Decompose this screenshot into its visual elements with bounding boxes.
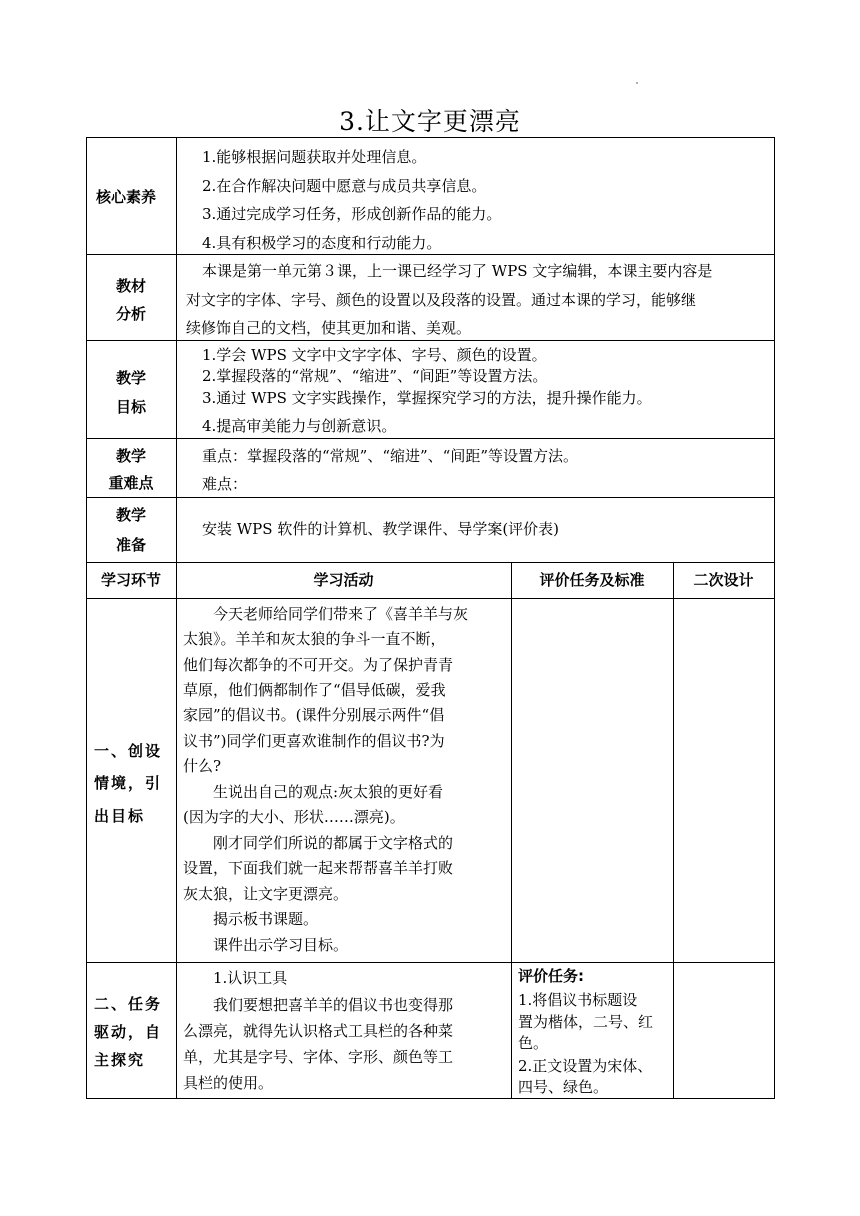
evaluation-task-title: 评价任务:	[518, 967, 584, 985]
activity-line: 生说出自己的观点:灰太狼的更好看	[213, 783, 444, 801]
activity-line: 么漂亮，就得先认识格式工具栏的各种菜	[183, 1022, 454, 1040]
table-border-top	[86, 137, 775, 138]
activity-line: 议书”)同学们更喜欢谁制作的倡议书?为	[183, 732, 445, 750]
stage-label: 情境，引	[94, 774, 163, 792]
row-label-teaching-goals: 目标	[115, 398, 146, 416]
row-label-key-points: 重难点	[108, 474, 154, 492]
difficult-point-text: 难点：	[202, 475, 248, 493]
activity-line: 我们要想把喜羊羊的倡议书也变得那	[213, 996, 454, 1014]
activity-line: 具栏的使用。	[183, 1074, 274, 1092]
activity-line: 设置，下面我们就一起来帮帮喜羊羊打败	[183, 859, 454, 877]
teaching-goal-item: 4.提高审美能力与创新意识。	[202, 417, 397, 435]
row-divider	[86, 562, 775, 563]
core-literacy-item: 2.在合作解决问题中愿意与成员共享信息。	[202, 177, 487, 195]
stage-label: 一、创设	[94, 742, 163, 760]
activity-line: 1.认识工具	[213, 969, 288, 987]
row-label-key-points: 教学	[115, 447, 146, 465]
stage-label: 二、任务	[94, 995, 163, 1013]
row-label-preparation: 教学	[115, 506, 146, 524]
activity-line: 今天老师给同学们带来了《喜羊羊与灰	[213, 605, 469, 623]
column-divider	[511, 562, 512, 1098]
row-divider	[86, 598, 775, 599]
teaching-goal-item: 2.掌握段落的“常规”、“缩进”、“间距”等设置方法。	[202, 367, 548, 385]
key-point-text: 重点：掌握段落的“常规”、“缩进”、“间距”等设置方法。	[202, 447, 579, 465]
row-divider	[86, 497, 775, 498]
teaching-goal-item: 3.通过 WPS 文字实践操作，掌握探究学习的方法，提升操作能力。	[202, 389, 652, 407]
row-label-preparation: 准备	[115, 536, 146, 554]
activity-line: 他们每次都争的不可开交。为了保护青青	[183, 656, 454, 674]
activity-line: 单，尤其是字号、字体、字形、颜色等工	[183, 1048, 454, 1066]
row-divider	[86, 962, 775, 963]
preparation-text: 安装 WPS 软件的计算机、教学课件、导学案(评价表)	[202, 520, 560, 538]
header-evaluation: 评价任务及标准	[539, 571, 645, 589]
row-label-material-analysis: 教材	[115, 277, 146, 295]
core-literacy-item: 1.能够根据问题获取并处理信息。	[202, 148, 427, 166]
row-divider	[86, 340, 775, 341]
stage-label: 出目标	[94, 807, 146, 825]
activity-line: 家园”的倡议书。(课件分别展示两件“倡	[183, 706, 445, 724]
activity-line: 什么?	[183, 757, 222, 775]
material-analysis-text: 本课是第一单元第３课，上一课已经学习了 WPS 文字编辑，本课主要内容是	[202, 262, 713, 280]
evaluation-line: 色。	[518, 1034, 549, 1052]
activity-line: 课件出示学习目标。	[213, 936, 349, 954]
core-literacy-item: 4.具有积极学习的态度和行动能力。	[202, 234, 442, 252]
teaching-goal-item: 1.学会 WPS 文字中文字字体、字号、颜色的设置。	[202, 346, 547, 364]
header-stage: 学习环节	[100, 571, 161, 589]
table-border-bottom	[86, 1098, 775, 1099]
material-analysis-text: 续修饰自己的文档，使其更加和谐、美观。	[186, 319, 472, 337]
page-title: 3.让文字更漂亮	[339, 107, 521, 136]
stage-label: 驱动，自	[94, 1023, 163, 1041]
row-label-material-analysis: 分析	[115, 305, 146, 323]
activity-line: (因为字的大小、形状……漂亮)。	[183, 808, 405, 826]
activity-line: 揭示板书课题。	[213, 910, 319, 928]
header-second-design: 二次设计	[693, 571, 754, 589]
activity-line: 太狼》。羊羊和灰太狼的争斗一直不断，	[183, 630, 446, 648]
stage-label: 主探究	[94, 1051, 146, 1069]
column-divider	[176, 137, 177, 1098]
activity-line: 草原，他们俩都制作了“倡导低碳，爱我	[183, 681, 446, 699]
row-label-core-literacy: 核心素养	[96, 188, 157, 206]
material-analysis-text: 对文字的字体、字号、颜色的设置以及段落的设置。通过本课的学习，能够继	[186, 291, 697, 309]
evaluation-line: 四号、绿色。	[518, 1078, 609, 1096]
row-divider	[86, 438, 775, 439]
evaluation-line: 置为楷体，二号、红	[518, 1013, 654, 1031]
evaluation-line: 2.正文设置为宋体、	[518, 1057, 653, 1075]
page-dot-mark	[636, 82, 638, 84]
activity-line: 刚才同学们所说的都属于文字格式的	[213, 834, 454, 852]
row-label-teaching-goals: 教学	[115, 369, 146, 387]
table-border-right	[774, 137, 775, 1099]
evaluation-line: 1.将倡议书标题设	[518, 991, 638, 1009]
column-divider	[673, 562, 674, 1098]
core-literacy-item: 3.通过完成学习任务，形成创新作品的能力。	[202, 205, 502, 223]
activity-line: 灰太狼，让文字更漂亮。	[183, 885, 349, 903]
header-activity: 学习活动	[313, 571, 374, 589]
